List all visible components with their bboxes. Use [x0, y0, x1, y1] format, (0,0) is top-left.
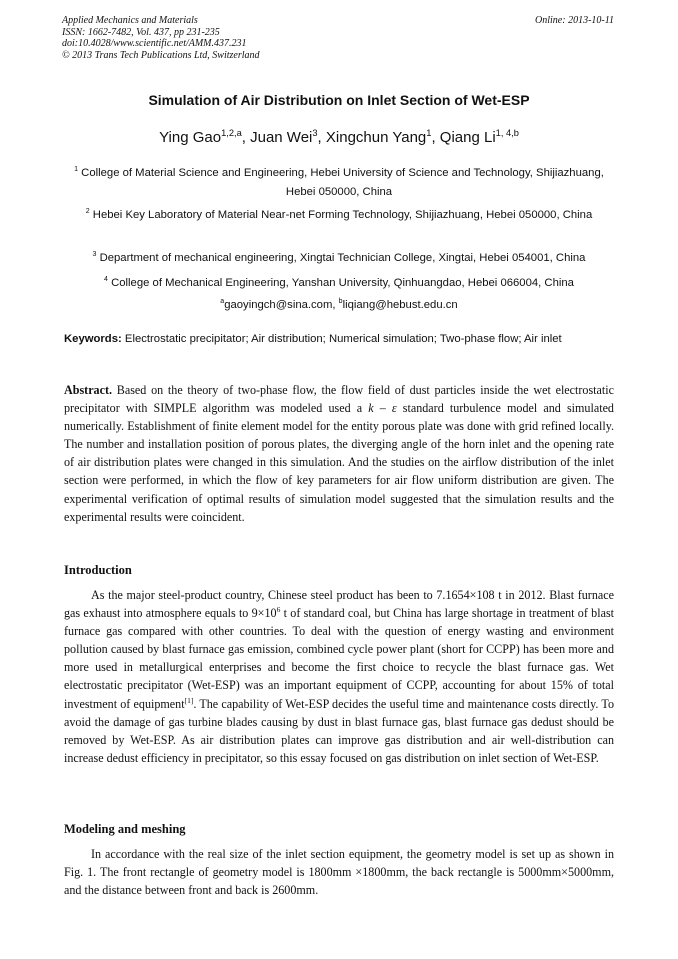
author-name: Ying Gao: [159, 129, 222, 146]
k-epsilon-symbol: k – ε: [368, 401, 397, 416]
affiliation-number: 3: [92, 251, 97, 259]
affiliation-number: 2: [85, 208, 90, 216]
keywords-label: Keywords:: [64, 333, 122, 345]
email-mark: a: [220, 298, 225, 306]
author-name: Juan Wei: [250, 129, 313, 146]
author-affiliation-mark: 3: [312, 128, 318, 138]
abstract-text-start: Based on the theory of two-phase flow, the flow field of dust particles inside the wet electrostatic precipitator with SIMPLE algorithm was modeled used a: [64, 383, 614, 416]
email-b-link[interactable]: liqiang@hebust.edu.cn: [342, 299, 458, 311]
reference-citation[interactable]: [1]: [184, 695, 194, 705]
affiliation-4: [62, 274, 616, 293]
exponent: 6: [276, 605, 281, 615]
intro-text: . The capability of Wet-ESP decides the useful time and maintenance costs directly. To avoid the damage of gas turbine blades causing by dust in blast furnace gas, blast furnace gas dedust should be removed by Wet-ESP. As air distribution plates can improve gas distribution and air well-distribution can increase dedust efficiency in precipitator, so this essay focused on gas distribution on inlet section of Wet-ESP.: [64, 696, 614, 765]
author-affiliation-mark: 1: [426, 128, 432, 138]
modeling-heading: Modeling and meshing: [64, 822, 186, 836]
abstract-section: [64, 381, 614, 526]
abstract-label: Abstract.: [64, 383, 113, 397]
affiliation-2: [62, 206, 616, 225]
affiliation-3: [62, 249, 616, 268]
author-emails: $^a$gaoyingch@sina.com, $^b$liqiang@hebust.edu.cn: [220, 298, 458, 311]
abstract-text-end: standard turbulence model and simulated numerically. Establishment of finite element model for the entity porous plate was done with grid refined locally. The number and installation position of porous plates, the diverging angle of the horn inlet and the opening rate of air distribution plates were changed in this simulation. And the studies on the airflow distribution of the inlet section were performed, in which the flow of key parameters for air flow uniform distribution are given. The experimental verification of optimal results of simulation model suggested that the simulation results and the experimental results were coincident.: [64, 401, 614, 524]
paper-title: Simulation of Air Distribution on Inlet Section of Wet-ESP: [148, 92, 530, 108]
intro-text: As the major steel-product country, Chinese steel product has been to 7.1654×108 t in 2012. Blast furnace gas exhaust into atmosphere equals to 9×10: [64, 588, 614, 621]
online-date: Online: 2013-10-11: [535, 15, 614, 26]
author-affiliation-mark: 1, 4,b: [495, 128, 519, 138]
journal-name: Applied Mechanics and Materials: [62, 15, 198, 26]
introduction-paragraph: [64, 586, 614, 767]
affiliation-text: Hebei Key Laboratory of Material Near-net Forming Technology, Shijiazhuang, Hebei 050000, China: [92, 209, 593, 221]
affiliation-number: 1: [74, 166, 79, 174]
keywords-section: [64, 330, 614, 348]
affiliation-number: 4: [104, 276, 108, 284]
author-affiliation-mark: 1,2,a: [221, 128, 242, 138]
author-name: Qiang Li: [439, 129, 496, 146]
affiliation-1: [62, 164, 616, 202]
affiliation-text: Department of mechanical engineering, Xingtai Technician College, Xingtai, Hebei 054001, China: [99, 252, 586, 264]
introduction-heading: Introduction: [64, 563, 132, 577]
keywords-text: Electrostatic precipitator; Air distribution; Numerical simulation; Two-phase flow; Air inlet: [124, 333, 562, 345]
intro-text: t of standard coal, but China has large shortage in treatment of blast furnace gas compared with other countries. To deal with the question of energy wasting and environment pollution caused by blast furnace gas emission, combined cycle power plant (short for CCPP) has been more and more used in metallurgical enterprises and become the first choice to recycle the blast furnace gas. Wet electrostatic precipitator (Wet-ESP) was an important equipment of CCPP, accounting for about 15% of total investment of equipment: [64, 606, 615, 711]
copyright-line: © 2013 Trans Tech Publications Ltd, Switzerland: [62, 49, 260, 61]
doi-line: doi:10.4028/www.scientific.net/AMM.437.231: [62, 38, 247, 49]
email-mark: b: [338, 298, 343, 306]
email-a-link[interactable]: gaoyingch@sina.com: [224, 299, 333, 311]
journal-metadata: [62, 15, 260, 61]
affiliation-text: College of Mechanical Engineering, Yanshan University, Qinhuangdao, Hebei 066004, China: [111, 277, 574, 289]
author-list: Ying Gao$^{1,2,a}$, Juan Wei$^3$, Xingchun Yang$^1$, Qiang Li$^{1, 4,b}$: [159, 128, 519, 146]
issn-line: ISSN: 1662-7482, Vol. 437, pp 231-235: [62, 26, 220, 38]
author-name: Xingchun Yang: [325, 129, 427, 146]
affiliation-text: College of Material Science and Engineering, Hebei University of Science and Technology, Shijiazhuang, Hebei 050000, China: [81, 167, 604, 198]
modeling-paragraph: In accordance with the real size of the inlet section equipment, the geometry model is set up as shown in Fig. 1. The front rectangle of geometry model is 1800mm ×1800mm, the back rectangle is 5000mm×5000mm, and the distance between front and back is 2600mm.: [64, 847, 614, 898]
